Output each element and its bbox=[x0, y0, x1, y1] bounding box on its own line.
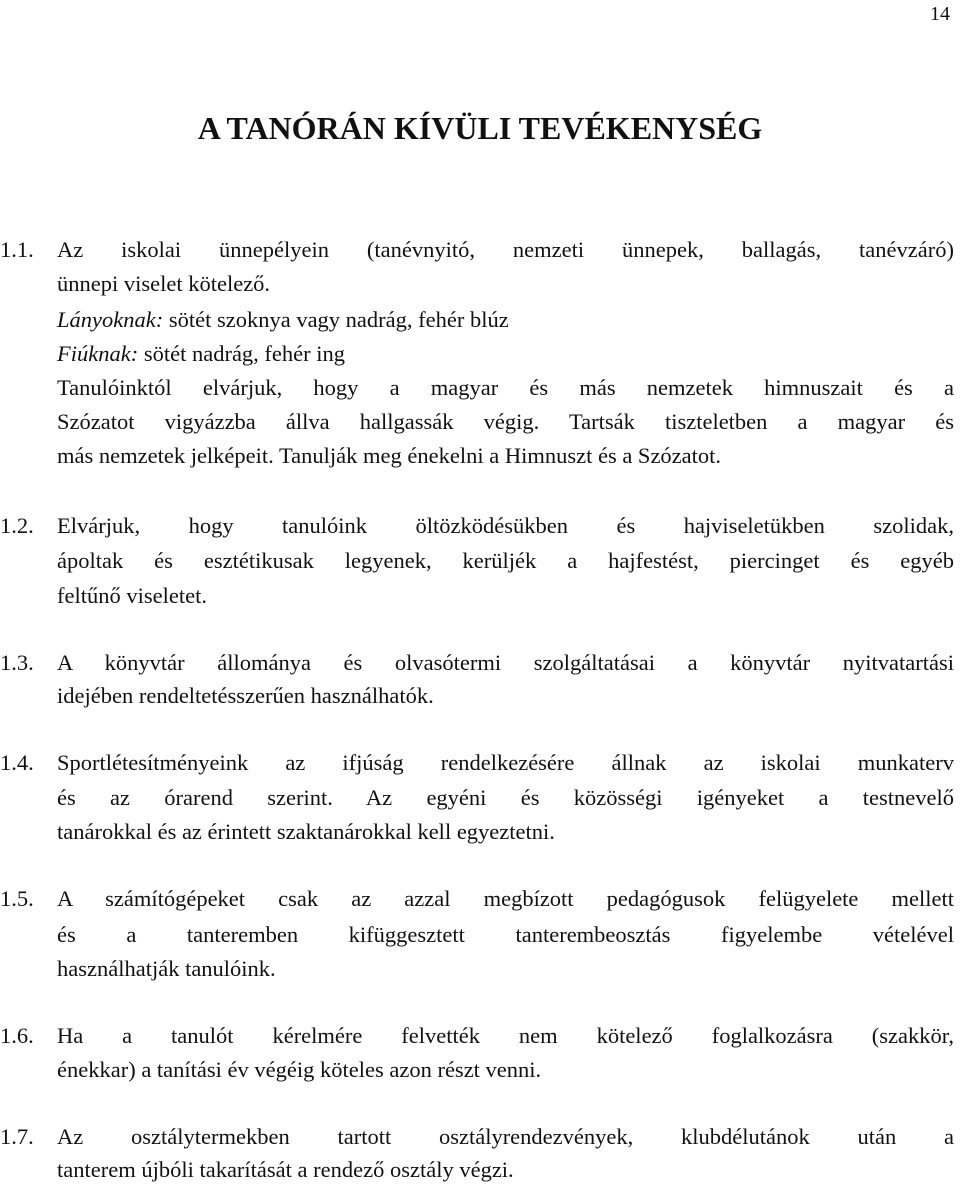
paragraph-1-7-line-2: tanterem újbóli takarítását a rendező osztály végzi. bbox=[57, 1157, 514, 1182]
girls-label: Lányoknak: bbox=[57, 307, 164, 332]
paragraph-text: Az osztálytermekben tartott osztályrendezvények, klubdélutánok után a bbox=[57, 1124, 954, 1149]
page-number: 14 bbox=[930, 3, 950, 25]
page-title: A TANÓRÁN KÍVÜLI TEVÉKENYSÉG bbox=[197, 110, 763, 146]
paragraph-text: A könyvtár állománya és olvasótermi szolgáltatásai a könyvtár nyitvatartási bbox=[57, 650, 954, 675]
paragraph-1-5-line-2: és a tanteremben kifüggesztett tanterembeosztás figyelembe vételével bbox=[57, 922, 954, 947]
paragraph-number: 1.6. bbox=[0, 1023, 34, 1048]
paragraph-1-1-boys-line bbox=[57, 338, 345, 370]
paragraph-1-1-line-1 bbox=[0, 234, 954, 266]
paragraph-1-1-line-2: ünnepi viselet kötelező. bbox=[57, 271, 271, 296]
paragraph-1-1-line-7: más nemzetek jelképeit. Tanulják meg énekelni a Himnuszt és a Szózatot. bbox=[57, 443, 722, 468]
paragraph-number: 1.2. bbox=[0, 513, 34, 538]
paragraph-1-2-line-2: ápoltak és esztétikusak legyenek, kerüljék a hajfestést, piercinget és egyéb bbox=[57, 548, 954, 573]
paragraph-1-4-line-3: tanárokkal és az érintett szaktanárokkal kell egyeztetni. bbox=[57, 819, 555, 844]
paragraph-1-3-line-2: idejében rendeltetésszerűen használhatók. bbox=[57, 683, 434, 708]
paragraph-1-6-line-1 bbox=[0, 1020, 954, 1052]
paragraph-number: 1.5. bbox=[0, 886, 34, 911]
girls-text: sötét szoknya vagy nadrág, fehér blúz bbox=[163, 307, 509, 332]
paragraph-1-7-line-1 bbox=[0, 1121, 954, 1153]
paragraph-1-5-line-3: használhatják tanulóink. bbox=[57, 956, 276, 981]
paragraph-text: Ha a tanulót kérelmére felvették nem kötelező foglalkozásra (szakkör, bbox=[57, 1023, 954, 1048]
paragraph-1-6-line-2: énekkar) a tanítási év végéig köteles azon részt venni. bbox=[57, 1057, 542, 1082]
paragraph-1-3-line-1 bbox=[0, 647, 954, 679]
paragraph-number: 1.1. bbox=[0, 237, 34, 262]
paragraph-1-4-line-1 bbox=[0, 747, 954, 779]
paragraph-1-5-line-1 bbox=[0, 883, 954, 915]
boys-text: sötét nadrág, fehér ing bbox=[138, 341, 346, 366]
paragraph-1-4-line-2: és az órarend szerint. Az egyéni és közösségi igényeket a testnevelő bbox=[57, 785, 954, 810]
paragraph-number: 1.3. bbox=[0, 650, 34, 675]
paragraph-1-1-line-6: Szózatot vigyázzba állva hallgassák végig. Tartsák tiszteletben a magyar és bbox=[57, 409, 954, 434]
paragraph-text: Sportlétesítményeink az ifjúság rendelkezésére állnak az iskolai munkaterv bbox=[57, 750, 954, 775]
paragraph-1-2-line-3: feltűnő viseletet. bbox=[57, 583, 207, 608]
paragraph-1-2-line-1 bbox=[0, 510, 954, 542]
paragraph-number: 1.4. bbox=[0, 750, 34, 775]
paragraph-1-1-girls-line bbox=[57, 304, 509, 336]
paragraph-text: Elvárjuk, hogy tanulóink öltözködésükben és hajviseletükben szolidak, bbox=[57, 513, 954, 538]
paragraph-number: 1.7. bbox=[0, 1124, 34, 1149]
paragraph-text: Az iskolai ünnepélyein (tanévnyitó, nemzeti ünnepek, ballagás, tanévzáró) bbox=[57, 237, 954, 262]
paragraph-text: A számítógépeket csak az azzal megbízott pedagógusok felügyelete mellett bbox=[57, 886, 954, 911]
paragraph-1-1-line-5: Tanulóinktól elvárjuk, hogy a magyar és más nemzetek himnuszait és a bbox=[57, 375, 954, 400]
boys-label: Fiúknak: bbox=[57, 341, 139, 366]
